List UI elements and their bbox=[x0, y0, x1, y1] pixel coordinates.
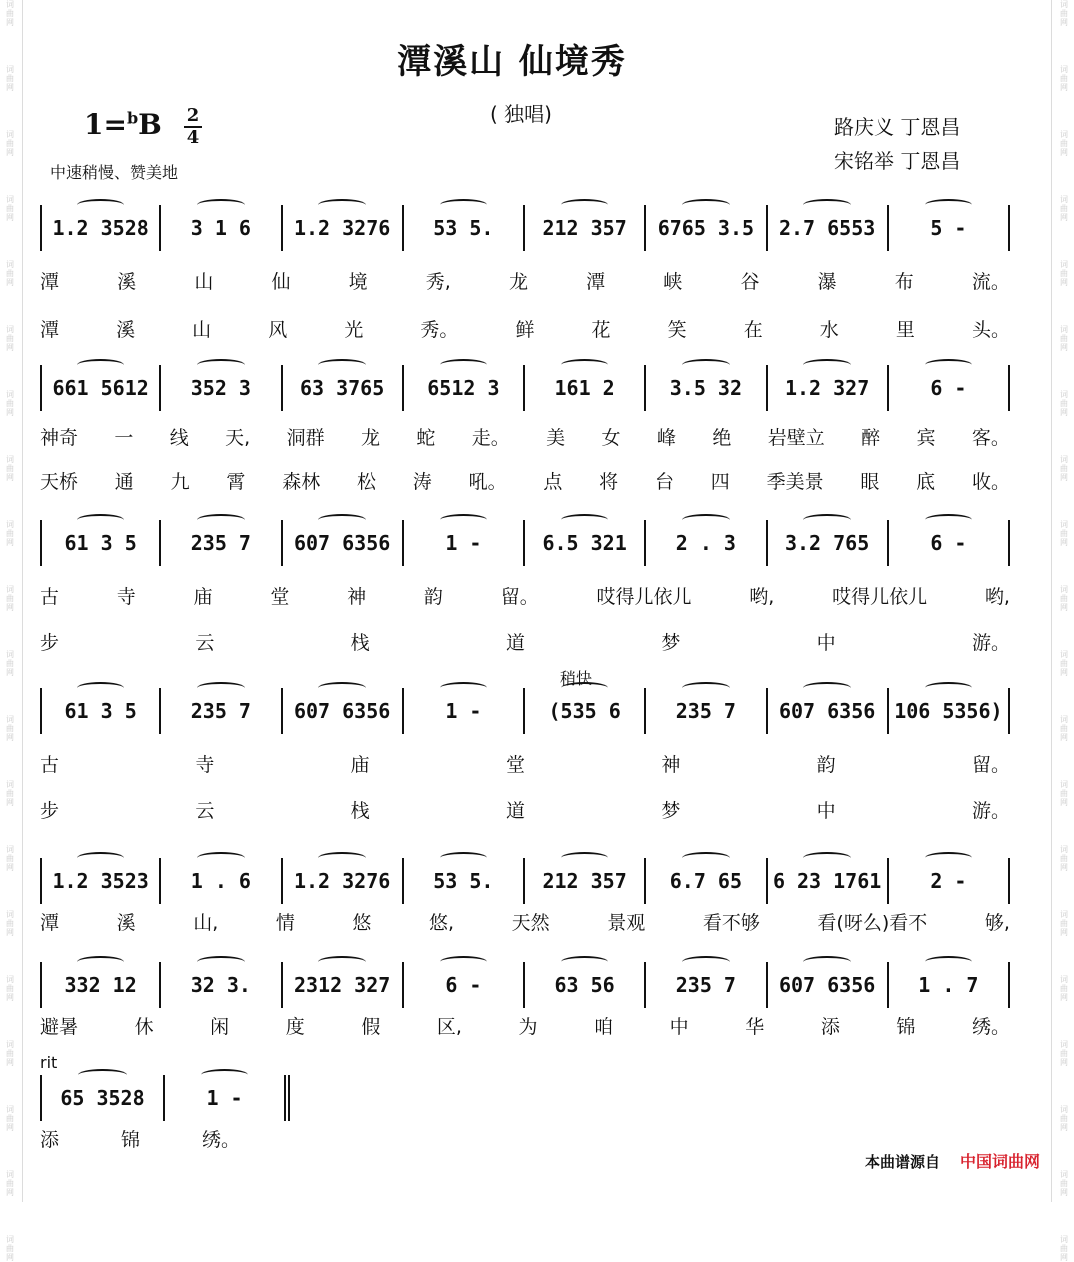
measure: 235 7 bbox=[161, 688, 282, 734]
lyric-word: 龙 bbox=[360, 427, 380, 449]
measure: 106 5356) bbox=[889, 688, 1010, 734]
measure: 1.2 3276 bbox=[283, 858, 404, 904]
lyric-word: 美 bbox=[546, 427, 566, 449]
lyric-word: 洞群 bbox=[286, 427, 325, 449]
measure: 1 . 6 bbox=[161, 858, 282, 904]
lyric-word: 云 bbox=[195, 632, 215, 654]
lyric-word: 峡 bbox=[663, 271, 683, 293]
slur-mark bbox=[197, 682, 245, 694]
measure: 607 6356 bbox=[283, 520, 404, 566]
slur-mark bbox=[318, 514, 366, 526]
key-signature: 1=$^b$B bbox=[84, 108, 162, 141]
lyric-word: 庙 bbox=[193, 586, 213, 608]
measure: 235 7 bbox=[646, 688, 767, 734]
lyric-word: 悠, bbox=[429, 912, 455, 934]
lyric-word: 游。 bbox=[971, 800, 1010, 822]
watermark-strip-left: 词曲网 词曲网 词曲网 词曲网 词曲网 词曲网 词曲网 词曲网 词曲网 词曲网 词曲网 词曲网 词曲网 词曲网 词曲网 词曲网 词曲网 词曲网 词曲网 词曲网 bbox=[6, 0, 14, 1262]
measure: 235 7 bbox=[646, 962, 767, 1008]
lyric-word: 留。 bbox=[500, 586, 539, 608]
lyric-line bbox=[40, 1125, 240, 1152]
measure: 607 6356 bbox=[768, 688, 889, 734]
lyric-word: 花 bbox=[591, 319, 611, 341]
slur-mark bbox=[78, 1069, 126, 1081]
measure: 6 - bbox=[889, 365, 1010, 411]
measure: 2312 327 bbox=[283, 962, 404, 1008]
lyric-word: 留。 bbox=[971, 754, 1010, 776]
lyric-word: 中 bbox=[816, 800, 836, 822]
lyric-word: 季美景 bbox=[766, 471, 824, 493]
lyric-word: 谷 bbox=[740, 271, 760, 293]
measure: 6 - bbox=[404, 962, 525, 1008]
lyric-word: 添 bbox=[40, 1129, 60, 1151]
lyric-word: 绝 bbox=[712, 427, 732, 449]
lyric-line bbox=[40, 467, 1010, 494]
measure: 332 12 bbox=[40, 962, 161, 1008]
slur-mark bbox=[803, 514, 851, 526]
lyric-word: 韵 bbox=[423, 586, 443, 608]
song-title: 潭溪山 仙境秀 bbox=[397, 42, 627, 82]
lyric-word: 避暑 bbox=[40, 1016, 79, 1038]
lyric-word: 情 bbox=[275, 912, 295, 934]
slur-mark bbox=[77, 514, 124, 526]
measure: 661 5612 bbox=[40, 365, 161, 411]
notation-row bbox=[40, 858, 1020, 904]
lyric-line bbox=[40, 750, 1010, 777]
lyric-word: 宾 bbox=[916, 427, 936, 449]
slur-mark bbox=[77, 956, 124, 968]
slur-mark bbox=[561, 682, 609, 694]
slur-mark bbox=[318, 682, 366, 694]
slur-mark bbox=[925, 199, 973, 211]
lyric-word: 神 bbox=[347, 586, 367, 608]
lyric-word: 点 bbox=[543, 471, 563, 493]
slur-mark bbox=[925, 514, 973, 526]
slur-mark bbox=[440, 359, 488, 371]
slur-mark bbox=[682, 956, 730, 968]
lyric-word: 堂 bbox=[505, 754, 525, 776]
lyric-word: 秀, bbox=[425, 271, 451, 293]
tempo-marking: 中速稍慢、赞美地 bbox=[50, 163, 179, 182]
lyric-word: 步 bbox=[40, 632, 60, 654]
lyric-word: 韵 bbox=[816, 754, 836, 776]
time-signature: 2 4 bbox=[184, 106, 202, 148]
measure: 6512 3 bbox=[404, 365, 525, 411]
notation-row bbox=[40, 520, 1020, 566]
lyric-word: 水 bbox=[819, 319, 839, 341]
measure: 61 3 5 bbox=[40, 520, 161, 566]
measure: 6.5 321 bbox=[525, 520, 646, 566]
lyric-word: 哎得儿依儿 bbox=[832, 586, 928, 608]
lyric-word: 潭 bbox=[40, 271, 60, 293]
lyric-word: 咱 bbox=[594, 1016, 614, 1038]
slur-mark bbox=[197, 199, 245, 211]
lyric-word: 绣。 bbox=[971, 1016, 1010, 1038]
lyric-word: 梦 bbox=[661, 800, 681, 822]
slur-mark bbox=[440, 852, 488, 864]
slur-mark bbox=[803, 682, 851, 694]
measure: 352 3 bbox=[161, 365, 282, 411]
lyric-word: 线 bbox=[169, 427, 189, 449]
slur-mark bbox=[197, 359, 245, 371]
lyric-word: 绣。 bbox=[201, 1129, 240, 1151]
slur-mark bbox=[682, 199, 730, 211]
lyric-word: 山, bbox=[193, 912, 219, 934]
lyric-word: 秀。 bbox=[420, 319, 459, 341]
measure: 63 56 bbox=[525, 962, 646, 1008]
lyric-word: 哟, bbox=[984, 586, 1010, 608]
measure: 63 3765 bbox=[283, 365, 404, 411]
lyric-word: 锦 bbox=[896, 1016, 916, 1038]
lyric-word: 中 bbox=[669, 1016, 689, 1038]
lyric-word: 松 bbox=[356, 471, 376, 493]
lyric-word: 底 bbox=[916, 471, 936, 493]
slur-mark bbox=[561, 514, 609, 526]
measure: 32 3. bbox=[161, 962, 282, 1008]
measure: 1 - bbox=[404, 520, 525, 566]
lyric-word: 通 bbox=[114, 471, 134, 493]
lyric-word: 庙 bbox=[350, 754, 370, 776]
measure: 2.7 6553 bbox=[768, 205, 889, 251]
lyric-word: 中 bbox=[816, 632, 836, 654]
slur-mark bbox=[440, 956, 488, 968]
lyric-line bbox=[40, 315, 1010, 342]
lyric-word: 寺 bbox=[195, 754, 215, 776]
lyric-word: 头。 bbox=[971, 319, 1010, 341]
lyric-word: 女 bbox=[601, 427, 621, 449]
measure: 3.5 32 bbox=[646, 365, 767, 411]
lyric-word: 天然 bbox=[511, 912, 550, 934]
lyric-word: 寺 bbox=[116, 586, 136, 608]
measure: 53 5. bbox=[404, 205, 525, 251]
lyric-word: 风 bbox=[268, 319, 288, 341]
lyric-word: 境 bbox=[348, 271, 368, 293]
right-border-line bbox=[1051, 0, 1052, 1202]
lyric-word: 看不够 bbox=[702, 912, 760, 934]
lyric-word: 休 bbox=[134, 1016, 154, 1038]
slur-mark bbox=[925, 852, 973, 864]
slur-mark bbox=[803, 956, 851, 968]
credit-line-2: 宋铭举 丁恩昌 bbox=[834, 149, 961, 173]
measure: 6.7 65 bbox=[646, 858, 767, 904]
notation-row bbox=[40, 962, 1020, 1008]
lyric-word: 醉 bbox=[861, 427, 881, 449]
lyric-word: 步 bbox=[40, 800, 60, 822]
credit-line-1: 路庆义 丁恩昌 bbox=[834, 115, 961, 139]
slur-mark bbox=[197, 956, 245, 968]
slur-mark bbox=[682, 359, 730, 371]
credits bbox=[834, 110, 960, 178]
lyric-word: 神奇 bbox=[40, 427, 79, 449]
lyric-line bbox=[40, 796, 1010, 823]
lyric-word: 龙 bbox=[508, 271, 528, 293]
lyric-word: 度 bbox=[285, 1016, 305, 1038]
measure: 6 23 1761 bbox=[768, 858, 889, 904]
lyric-word: 走。 bbox=[471, 427, 510, 449]
lyric-word: 岩壁立 bbox=[767, 427, 825, 449]
slur-mark bbox=[925, 956, 973, 968]
lyric-word: 看(呀么)看不 bbox=[817, 912, 928, 934]
lyric-word: 为 bbox=[518, 1016, 538, 1038]
slur-mark bbox=[682, 514, 730, 526]
left-border-line bbox=[22, 0, 23, 1202]
notation-row bbox=[40, 688, 1020, 734]
lyric-word: 四 bbox=[710, 471, 730, 493]
measure: 53 5. bbox=[404, 858, 525, 904]
measure: 2 . 3 bbox=[646, 520, 767, 566]
slur-mark bbox=[77, 682, 124, 694]
footer-site-name: 中国词曲网 bbox=[959, 1152, 1040, 1171]
lyric-word: 山 bbox=[192, 319, 212, 341]
slur-mark bbox=[925, 359, 973, 371]
lyric-line bbox=[40, 1012, 1010, 1039]
slur-mark bbox=[440, 199, 488, 211]
slur-mark bbox=[925, 682, 973, 694]
lyric-word: 悠 bbox=[352, 912, 372, 934]
measure: 235 7 bbox=[161, 520, 282, 566]
song-subtitle: ( 独唱) bbox=[490, 102, 552, 126]
watermark-strip-right: 词曲网 词曲网 词曲网 词曲网 词曲网 词曲网 词曲网 词曲网 词曲网 词曲网 词曲网 词曲网 词曲网 词曲网 词曲网 词曲网 词曲网 词曲网 词曲网 词曲网 bbox=[1060, 0, 1068, 1262]
lyric-word: 光 bbox=[344, 319, 364, 341]
lyric-line bbox=[40, 423, 1010, 450]
lyric-word: 添 bbox=[820, 1016, 840, 1038]
slur-mark bbox=[201, 1069, 249, 1081]
lyric-word: 哎得儿依儿 bbox=[596, 586, 692, 608]
measure: 1 . 7 bbox=[889, 962, 1010, 1008]
measure: 1.2 3528 bbox=[40, 205, 161, 251]
lyric-word: 涛 bbox=[412, 471, 432, 493]
lyric-word: 神 bbox=[661, 754, 681, 776]
lyric-word: 森林 bbox=[282, 471, 321, 493]
measure: 6 - bbox=[889, 520, 1010, 566]
lyric-word: 霄 bbox=[226, 471, 246, 493]
measure: 607 6356 bbox=[283, 688, 404, 734]
measure: 212 357 bbox=[525, 205, 646, 251]
lyric-word: 九 bbox=[170, 471, 190, 493]
slur-mark bbox=[318, 956, 366, 968]
lyric-line bbox=[40, 267, 1010, 294]
measure: 607 6356 bbox=[768, 962, 889, 1008]
slur-mark bbox=[318, 359, 366, 371]
lyric-word: 布 bbox=[894, 271, 914, 293]
lyric-word: 一 bbox=[114, 427, 134, 449]
lyric-word: 天桥 bbox=[40, 471, 79, 493]
slur-mark bbox=[803, 359, 851, 371]
measure: 1.2 327 bbox=[768, 365, 889, 411]
lyric-word: 山 bbox=[194, 271, 214, 293]
lyric-word: 吼。 bbox=[468, 471, 507, 493]
slur-mark bbox=[561, 359, 609, 371]
lyric-word: 客。 bbox=[971, 427, 1010, 449]
lyric-line bbox=[40, 908, 1010, 935]
footer-source-text: 本曲谱源自 bbox=[864, 1153, 940, 1171]
slur-mark bbox=[561, 956, 609, 968]
lyric-word: 潭 bbox=[586, 271, 606, 293]
slur-mark bbox=[77, 852, 124, 864]
measure: 3.2 765 bbox=[768, 520, 889, 566]
lyric-word: 景观 bbox=[607, 912, 646, 934]
slur-mark bbox=[197, 852, 245, 864]
lyric-word: 栈 bbox=[350, 800, 370, 822]
lyric-word: 溪 bbox=[117, 271, 137, 293]
lyric-word: 游。 bbox=[971, 632, 1010, 654]
lyric-word: 瀑 bbox=[817, 271, 837, 293]
lyric-word: 流。 bbox=[971, 271, 1010, 293]
lyric-word: 够, bbox=[984, 912, 1010, 934]
measure: 3 1 6 bbox=[161, 205, 282, 251]
lyric-word: 云 bbox=[195, 800, 215, 822]
expression-marking: rit bbox=[40, 1053, 58, 1072]
expression-marking: 稍快 bbox=[560, 669, 593, 688]
lyric-line bbox=[40, 582, 1010, 609]
lyric-word: 哟, bbox=[749, 586, 775, 608]
lyric-word: 在 bbox=[743, 319, 763, 341]
slur-mark bbox=[77, 199, 124, 211]
lyric-word: 溪 bbox=[116, 912, 136, 934]
lyric-word: 鲜 bbox=[515, 319, 535, 341]
slur-mark bbox=[803, 852, 851, 864]
notation-row bbox=[40, 205, 1020, 251]
measure: 6765 3.5 bbox=[646, 205, 767, 251]
lyric-word: 堂 bbox=[270, 586, 290, 608]
lyric-word: 区, bbox=[436, 1016, 462, 1038]
lyric-word: 峰 bbox=[656, 427, 676, 449]
slur-mark bbox=[561, 852, 609, 864]
lyric-word: 栈 bbox=[350, 632, 370, 654]
measure: 61 3 5 bbox=[40, 688, 161, 734]
measure: 1 - bbox=[165, 1075, 290, 1121]
measure: 2 - bbox=[889, 858, 1010, 904]
slur-mark bbox=[682, 682, 730, 694]
lyric-word: 古 bbox=[40, 754, 60, 776]
lyric-word: 潭 bbox=[40, 319, 60, 341]
measure: 5 - bbox=[889, 205, 1010, 251]
slur-mark bbox=[77, 359, 124, 371]
footer-source bbox=[865, 1149, 1040, 1172]
slur-mark bbox=[318, 199, 366, 211]
lyric-line bbox=[40, 628, 1010, 655]
measure: 65 3528 bbox=[40, 1075, 165, 1121]
lyric-word: 闲 bbox=[210, 1016, 230, 1038]
slur-mark bbox=[440, 682, 488, 694]
lyric-word: 古 bbox=[40, 586, 60, 608]
lyric-word: 里 bbox=[895, 319, 915, 341]
slur-mark bbox=[440, 514, 488, 526]
lyric-word: 道 bbox=[505, 800, 525, 822]
notation-row bbox=[40, 1075, 1020, 1121]
slur-mark bbox=[561, 199, 609, 211]
lyric-word: 收。 bbox=[971, 471, 1010, 493]
lyric-word: 眼 bbox=[860, 471, 880, 493]
lyric-word: 华 bbox=[745, 1016, 765, 1038]
lyric-word: 锦 bbox=[120, 1129, 140, 1151]
lyric-word: 笑 bbox=[667, 319, 687, 341]
lyric-word: 天, bbox=[225, 427, 251, 449]
lyric-word: 假 bbox=[361, 1016, 381, 1038]
lyric-word: 蛇 bbox=[416, 427, 436, 449]
measure: 212 357 bbox=[525, 858, 646, 904]
measure: 1.2 3523 bbox=[40, 858, 161, 904]
measure: 1 - bbox=[404, 688, 525, 734]
lyric-word: 梦 bbox=[661, 632, 681, 654]
lyric-word: 道 bbox=[505, 632, 525, 654]
lyric-word: 溪 bbox=[116, 319, 136, 341]
slur-mark bbox=[318, 852, 366, 864]
measure: (535 6 bbox=[525, 688, 646, 734]
slur-mark bbox=[682, 852, 730, 864]
notation-row bbox=[40, 365, 1020, 411]
lyric-word: 将 bbox=[599, 471, 619, 493]
measure: 1.2 3276 bbox=[283, 205, 404, 251]
measure: 161 2 bbox=[525, 365, 646, 411]
lyric-word: 台 bbox=[654, 471, 674, 493]
slur-mark bbox=[197, 514, 245, 526]
lyric-word: 仙 bbox=[271, 271, 291, 293]
slur-mark bbox=[803, 199, 851, 211]
lyric-word: 潭 bbox=[40, 912, 60, 934]
